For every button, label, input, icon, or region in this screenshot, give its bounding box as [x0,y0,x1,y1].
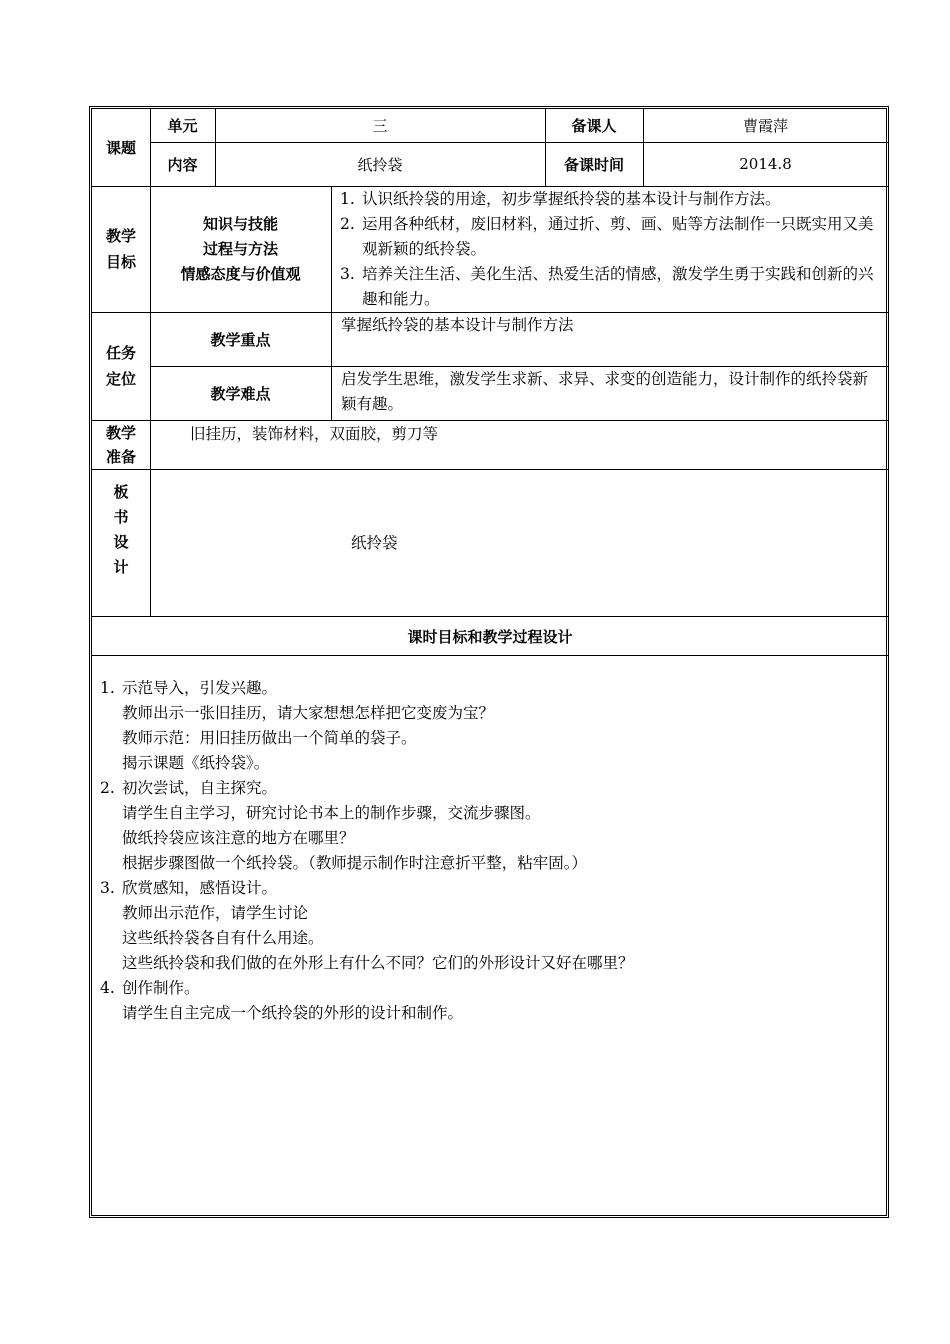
task-label-line: 任务 [105,344,136,362]
process-line: 根据步骤图做一个纸拎袋。（教师提示制作时注意折平整，粘牢固。） [122,854,588,872]
content-label: 内容 [167,155,198,174]
unit-value: 三 [372,117,388,135]
prep-label [92,420,150,469]
prep-label-line: 准备 [105,447,136,466]
goal-item: 2. 运用各种纸材，废旧材料，通过折、剪、画、贴等方法制作一只既实用又美观新颖的纸拎袋。 [340,215,874,258]
process-line: 揭示课题《纸拎袋》。 [122,754,270,772]
rule [92,655,888,656]
board-label-char: 计 [113,558,129,576]
process-step: 1. 示范导入，引发兴趣。 [100,679,278,697]
process-line: 请学生自主完成一个纸拎袋的外形的设计和制作。 [122,1004,464,1022]
difficulty-label: 教学难点 [210,384,271,403]
dimension-attitude: 情感态度与价值观 [180,264,301,283]
process-line: 教师出示范作，请学生讨论 [122,904,309,922]
process-steps [92,676,882,1026]
process-line: 教师示范：用旧挂历做出一个简单的袋子。 [122,729,417,747]
prep-label-line: 教学 [105,423,136,442]
task-label-line: 定位 [105,370,136,388]
board-label [92,480,150,580]
goals-label-line: 教学 [105,227,136,245]
goals-label [92,186,150,312]
dimension-process: 过程与方法 [202,239,278,258]
process-line: 这些纸拎袋各自有什么用途。 [122,929,324,947]
difficulty-text: 启发学生思维，激发学生求新、求异、求变的创造能力，设计制作的纸拎袋新颖有趣。 [341,370,869,413]
process-step: 2. 初次尝试，自主探究。 [100,779,278,797]
rule [92,469,888,470]
unit-label: 单元 [167,117,198,135]
task-label [92,312,150,420]
board-label-char: 书 [113,508,129,526]
prep-time-label: 备课时间 [563,155,624,174]
process-step: 4. 创作制作。 [100,979,200,997]
board-text: 纸拎袋 [351,534,398,552]
rule [92,420,888,421]
board-label-char: 设 [113,533,129,551]
topic-label: 课题 [105,139,136,157]
process-line: 教师出示一张旧挂历，请大家想想怎样把它变废为宝？ [122,704,495,722]
process-line: 做纸拎袋应该注意的地方在哪里？ [122,829,355,847]
key-point-label: 教学重点 [210,330,271,349]
goals-label-line: 目标 [105,253,136,271]
goal-dimensions [150,186,331,312]
prep-time-value: 2014.8 [739,155,792,173]
preparer-label: 备课人 [571,117,617,135]
goal-list [332,187,886,311]
goal-item: 3. 培养关注生活、美化生活、热爱生活的情感，激发学生勇于实践和创新的兴趣和能力。 [340,265,874,308]
process-step: 3. 欣赏感知，感悟设计。 [100,879,278,897]
content-value: 纸拎袋 [357,155,403,174]
process-line: 这些纸拎袋和我们做的在外形上有什么不同？它们的外形设计又好在哪里？ [122,954,634,972]
dimension-knowledge: 知识与技能 [202,214,278,233]
board-label-char: 板 [113,483,129,501]
goal-item: 1. 认识纸拎袋的用途，初步掌握纸拎袋的基本设计与制作方法。 [340,190,781,208]
key-point-text: 掌握纸拎袋的基本设计与制作方法 [341,316,574,334]
process-line: 请学生自主学习，研究讨论书本上的制作步骤，交流步骤图。 [122,804,541,822]
preparer-value: 曹霞萍 [742,117,788,135]
process-title: 课时目标和教学过程设计 [407,627,573,646]
prep-text: 旧挂历，装饰材料，双面胶，剪刀等 [190,425,439,443]
